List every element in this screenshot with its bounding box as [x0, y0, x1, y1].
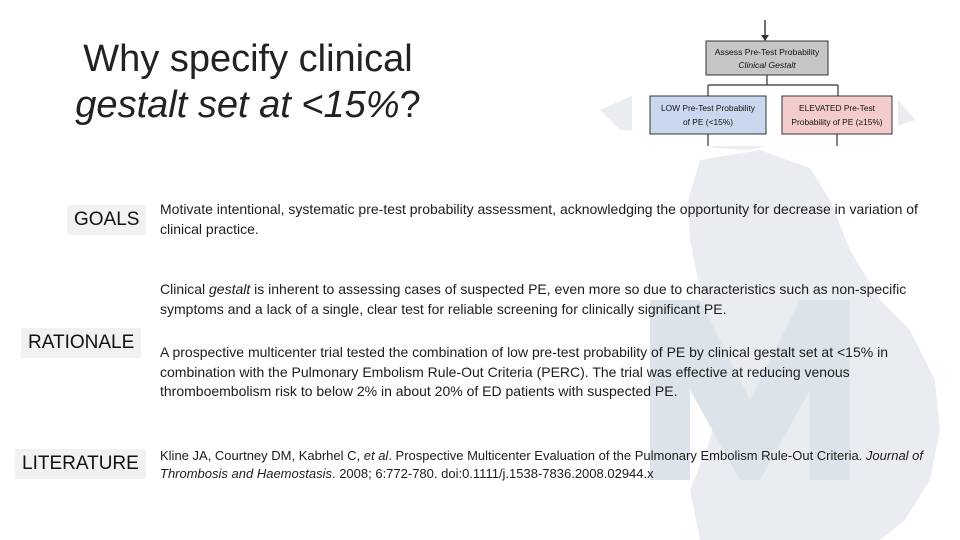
goals-text: Motivate intentional, systematic pre-test probability assessment, acknowledging the opportunity for decrease in variation of clinical practice.: [160, 201, 918, 237]
slide-title: [48, 36, 448, 128]
assess-box-line-1: Assess Pre-Test Probability: [714, 47, 820, 57]
elevated-probability-box: [782, 96, 892, 134]
citation-authors: Kline JA, Courtney DM, Kabrhel C,: [160, 448, 364, 463]
rationale-p1-gestalt: gestalt: [209, 281, 251, 297]
pretest-probability-flowchart: [632, 20, 898, 146]
rationale-paragraph-1: [160, 280, 935, 319]
citation-et-al: et al: [363, 448, 389, 463]
rationale-paragraph-2: A prospective multicenter trial tested the combination of low pre-test probability of PE by clinical gestalt set at <15% in combination with the Pulmonary Embolism Rule-Out Criteria (PERC). The trial was effective at reducing venous thromboembolism risk to below 2% in about 20% of ED patients with suspected PE.: [160, 344, 888, 399]
title-question-mark: ?: [399, 84, 421, 126]
low-probability-box: [650, 96, 766, 134]
rationale-p1-end: is inherent to assessing cases of suspected PE, even more so due to characteristics such as non-specific symptoms and a lack of a single, clear test for reliable screening for clinically significant PE.: [160, 281, 907, 317]
literature-citation: [160, 447, 935, 483]
elevated-box-line-2: Probability of PE (≥15%): [791, 117, 883, 127]
low-box-line-2: of PE (<15%): [682, 117, 734, 127]
literature-label: LITERATURE: [15, 449, 146, 479]
citation-title: . Prospective Multicenter Evaluation of the Pulmonary Embolism Rule-Out Criteria.: [388, 448, 866, 463]
citation-journal: Journal of Thrombosis and Haemostasis: [160, 448, 924, 481]
title-line-1: Why specify clinical: [83, 38, 413, 80]
assess-box-line-2: Clinical Gestalt: [738, 60, 796, 70]
elevated-box-line-1: ELEVATED Pre-Test: [798, 103, 876, 113]
low-box-line-1: LOW Pre-Test Probability: [660, 103, 756, 113]
rationale-p1-start: Clinical: [160, 281, 210, 297]
citation-details: . 2008; 6:772-780. doi:0.1111/j.1538-7836.2008.02944.x: [331, 466, 654, 481]
title-line-2: gestalt set at <15%: [75, 84, 400, 126]
goals-label: GOALS: [67, 205, 146, 235]
rationale-label: RATIONALE: [21, 328, 141, 358]
